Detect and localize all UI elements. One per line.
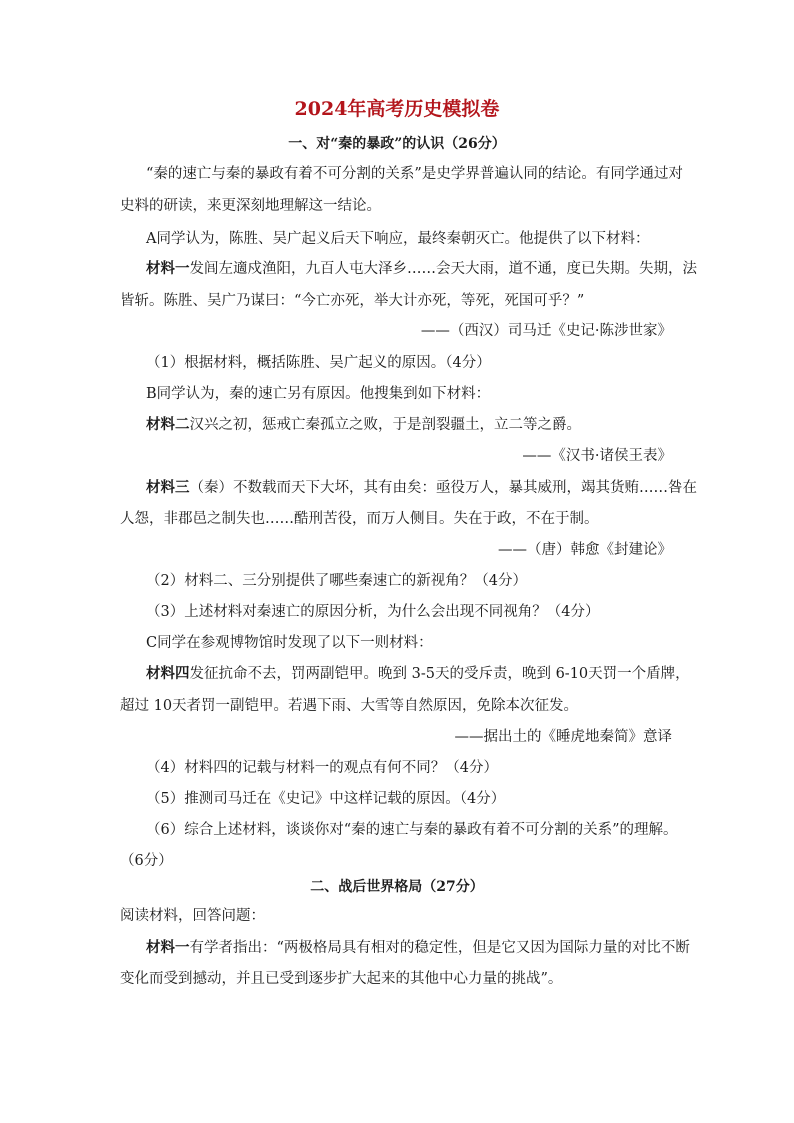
section-2-heading: 二、战后世界格局（27分） <box>310 879 484 895</box>
section-1-heading: 一、对“秦的暴政”的认识（26分） <box>288 136 506 152</box>
s2-material-1-line-1 <box>146 938 690 958</box>
material-4-line-1 <box>146 664 690 684</box>
student-a-text: A同学认为，陈胜、吴广起义后天下响应，最终秦朝灭亡。他提供了以下材料： <box>146 231 650 247</box>
student-c-text: C同学在参观博物馆时发现了以下一则材料： <box>146 635 433 651</box>
material-3-source: ——（唐）韩愈《封建论》 <box>498 542 672 558</box>
question-5: （5）推测司马迁在《史记》中这样记载的原因。（4分） <box>146 791 506 807</box>
question-6-line-1: （6）综合上述材料，谈谈你对“秦的速亡与秦的暴政有着不可分割的关系”的理解。 <box>146 822 678 838</box>
student-b-text: B同学认为，秦的速亡另有原因。他搜集到如下材料： <box>146 386 491 402</box>
material-3-text-1: （秦）不数载而天下大坏，其有由矣：亟役万人，暴其威刑，竭其货贿……咎在 <box>189 480 697 496</box>
s2-material-1-label: 材料一 <box>146 939 190 956</box>
question-4: （4）材料四的记载与材料一的观点有何不同？（4分） <box>146 760 498 776</box>
material-2-line-1 <box>146 415 581 435</box>
question-6-line-2: （6分） <box>120 853 173 869</box>
intro-line-2: 史料的研读，来更深刻地理解这一结论。 <box>120 198 381 214</box>
material-4-text-1: 发征抗命不去，罚两副铠甲。晚到 3-5天的受斥责，晚到 6-10天罚一个盾牌， <box>189 666 690 682</box>
material-4-source: ——据出土的《睡虎地秦简》意译 <box>454 729 672 745</box>
intro-line-1: “秦的速亡与秦的暴政有着不可分割的关系”是史学界普遍认同的结论。有同学通过对 <box>146 166 683 182</box>
s2-material-1-text-1: 有学者指出：“两极格局具有相对的稳定性，但是它又因为国际力量的对比不断 <box>189 940 690 956</box>
material-2-text: 汉兴之初，惩戒亡秦孤立之败，于是剖裂疆土，立二等之爵。 <box>189 417 581 433</box>
material-3-line-1 <box>146 478 697 498</box>
material-2-label: 材料二 <box>146 416 190 433</box>
material-1-source: ——（西汉）司马迁《史记·陈涉世家》 <box>420 323 672 339</box>
section-2-intro: 阅读材料，回答问题： <box>120 908 265 924</box>
question-1: （1）根据材料，概括陈胜、吴广起义的原因。（4分） <box>146 355 491 371</box>
material-4-label: 材料四 <box>146 665 190 682</box>
question-2: （2）材料二、三分别提供了哪些秦速亡的新视角？（4分） <box>146 573 527 589</box>
exam-title: 2024年高考历史模拟卷 <box>294 98 500 120</box>
material-4-line-2: 超过 10天者罚一副铠甲。若遇下雨、大雪等自然原因，免除本次征发。 <box>120 698 579 714</box>
material-1-text-1: 发闾左適戍渔阳，九百人屯大泽乡……会天大雨，道不通，度已失期。失期，法 <box>189 261 697 277</box>
material-1-line-2: 皆斩。陈胜、吴广乃谋曰：“今亡亦死，举大计亦死，等死，死国可乎？” <box>120 293 585 309</box>
material-2-source: ——《汉书·诸侯王表》 <box>522 448 672 464</box>
s2-material-1-line-2: 变化而受到撼动，并且已受到逐步扩大起来的其他中心力量的挑战”。 <box>120 971 563 987</box>
question-3: （3）上述材料对秦速亡的原因分析，为什么会出现不同视角？（4分） <box>146 604 600 620</box>
material-1-label: 材料一 <box>146 260 190 277</box>
material-3-label: 材料三 <box>146 479 190 496</box>
material-3-line-2: 人怨，非郡邑之制失也……酷刑苦役，而万人侧目。失在于政，不在于制。 <box>120 511 599 527</box>
material-1-line-1 <box>146 259 697 279</box>
